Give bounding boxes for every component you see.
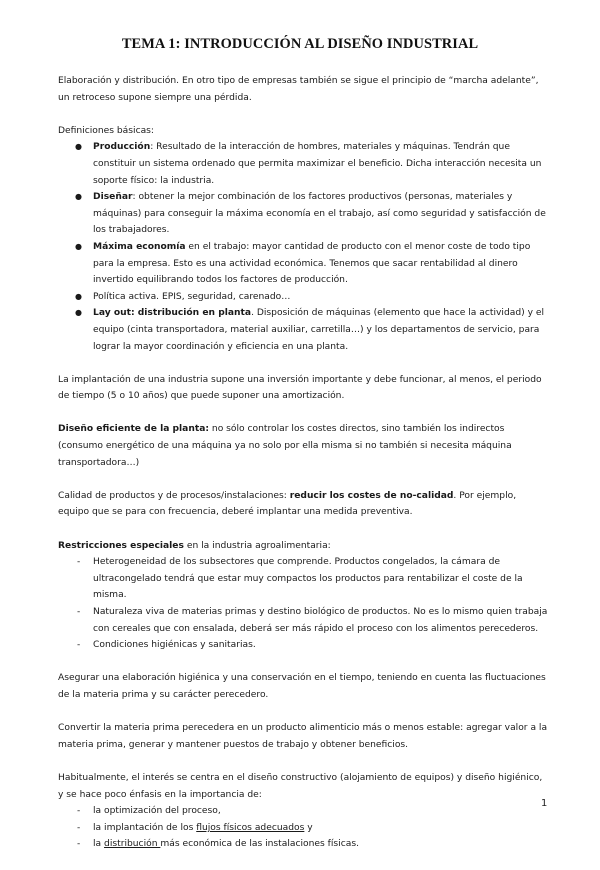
asegurar-paragraph: Asegurar una elaboración higiénica y una conservación en el tiempo, teniendo en cuenta las fluctuaciones de la materia prima y su carácter perecedero. — [58, 673, 546, 700]
document-body — [58, 73, 550, 870]
list-item-text: la implantación de los — [93, 822, 197, 833]
dash-icon: - — [77, 839, 81, 850]
list-item — [58, 139, 550, 189]
term: Máxima economía — [93, 241, 186, 252]
term: Diseñar — [93, 192, 133, 203]
restricciones-text: en la industria agroalimentaria: — [183, 540, 331, 551]
calidad-post: . Por ejemplo, equipo que se para con frecuencia, deberé implantar una medida preventiva. — [58, 490, 517, 518]
underlined-text: flujos físicos adecuados — [196, 822, 305, 833]
convertir-paragraph: Convertir la materia prima perecedera en un producto alimenticio más o menos estable: agregar valor a la materia prima, generar y mantener puestos de trabajo y obtener beneficios. — [58, 723, 548, 750]
list-item-text: Naturaleza viva de materias primas y destino biológico de productos. No es lo mismo quien trabaja con cereales que con ensalada, deberá ser más rápido el proceso con los alimentos perecederos. — [93, 607, 548, 634]
calidad-paragraph — [58, 488, 550, 521]
definition-text: : obtener la mejor combinación de los factores productivos (personas, materiales y máquinas) para conseguir la máxima economía en el trabajo, así como seguridad y satisfacción de los trabajadores. — [93, 192, 546, 236]
list-item-text: más económica de las instalaciones físicas. — [160, 839, 359, 850]
list-item — [58, 637, 550, 654]
definition-text: en el trabajo: mayor cantidad de producto con el menor coste de todo tipo para la empresa. Esto es una actividad económica. Tenemos que sacar rentabilidad al dinero invertido equilibrando todos los factores de producción. — [93, 241, 531, 286]
bullet-icon: ● — [75, 308, 82, 318]
list-item — [58, 836, 550, 853]
list-item — [58, 289, 550, 306]
list-item-text: Condiciones higiénicas y sanitarias. — [93, 640, 256, 651]
bullet-icon: ● — [75, 291, 82, 301]
list-item-text: la — [93, 839, 105, 850]
definition-text: . Disposición de máquinas (elemento que hace la actividad) y el equipo (cinta transportadora, material auxiliar, carretilla…) y los departamentos de servicio, para lograr la mayor coordinación y eficiencia en una planta. — [93, 308, 545, 352]
dash-icon: - — [77, 822, 81, 833]
list-item-text: y — [304, 822, 313, 833]
list-item-text: Heterogeneidad de los subsectores que comprende. Productos congelados, la cámara de ultracongelado tendrá que estar muy compactos los productos para rentabilizar el coste de la misma. — [93, 557, 523, 601]
restricciones-heading — [58, 538, 550, 555]
page-title: TEMA 1: INTRODUCCIÓN AL DISEÑO INDUSTRIAL — [121, 36, 479, 52]
dash-icon: - — [77, 607, 81, 617]
term: Producción — [93, 142, 151, 153]
habitual-paragraph: Habitualmente, el interés se centra en el diseño constructivo (alojamiento de equipos) y diseño higiénico, y se hace poco énfasis en la importancia de: — [58, 772, 543, 800]
definitions-heading: Definiciones básicas: — [58, 125, 155, 136]
implantacion-paragraph: La implantación de una industria supone una inversión importante y debe funcionar, al menos, el periodo de tiempo (5 o 10 años) que puede suponer una amortización. — [58, 374, 542, 402]
diseno-text: no sólo controlar los costes directos, sino también los indirectos (consumo energético de una máquina ya no solo por ella misma si no también si necesita máquina transportadora…) — [58, 424, 512, 468]
bullet-icon: ● — [75, 241, 82, 251]
list-item — [58, 604, 550, 637]
final-list — [58, 803, 550, 853]
diseno-bold: Diseño eficiente de la planta: — [58, 424, 210, 435]
page-number: 1 — [541, 798, 548, 809]
calidad-pre: Calidad de productos y de procesos/instalaciones: — [58, 490, 290, 501]
definition-text: Política activa. EPIS, seguridad, carenado… — [93, 291, 291, 302]
diseno-paragraph — [58, 421, 550, 471]
restricciones-bold: Restricciones especiales — [58, 540, 184, 551]
dash-icon: - — [77, 806, 81, 817]
restricciones-list — [58, 554, 550, 654]
underlined-text: distribución — [104, 839, 161, 850]
bullet-icon: ● — [75, 142, 82, 152]
definition-text: : Resultado de la interacción de hombres, materiales y máquinas. Tendrán que constituir un sistema ordenado que permita maximizar el beneficio. Dicha interacción necesita un soporte físico: la industria. — [93, 142, 542, 186]
list-item — [58, 820, 550, 837]
definitions-list — [58, 139, 550, 355]
list-item-text: la optimización del proceso, — [93, 806, 221, 817]
list-item — [58, 305, 550, 355]
term: Lay out: distribución en planta — [93, 308, 252, 319]
bullet-icon: ● — [75, 192, 82, 202]
dash-icon: - — [77, 557, 81, 568]
dash-icon: - — [77, 640, 81, 651]
list-item — [58, 803, 550, 820]
calidad-bold: reducir los costes de no-calidad — [289, 490, 454, 501]
list-item — [58, 189, 550, 239]
intro-paragraph: Elaboración y distribución. En otro tipo de empresas también se sigue el principio de “marcha adelante”, un retroceso supone siempre una pérdida. — [58, 76, 539, 103]
list-item — [58, 239, 550, 289]
list-item — [58, 554, 550, 604]
